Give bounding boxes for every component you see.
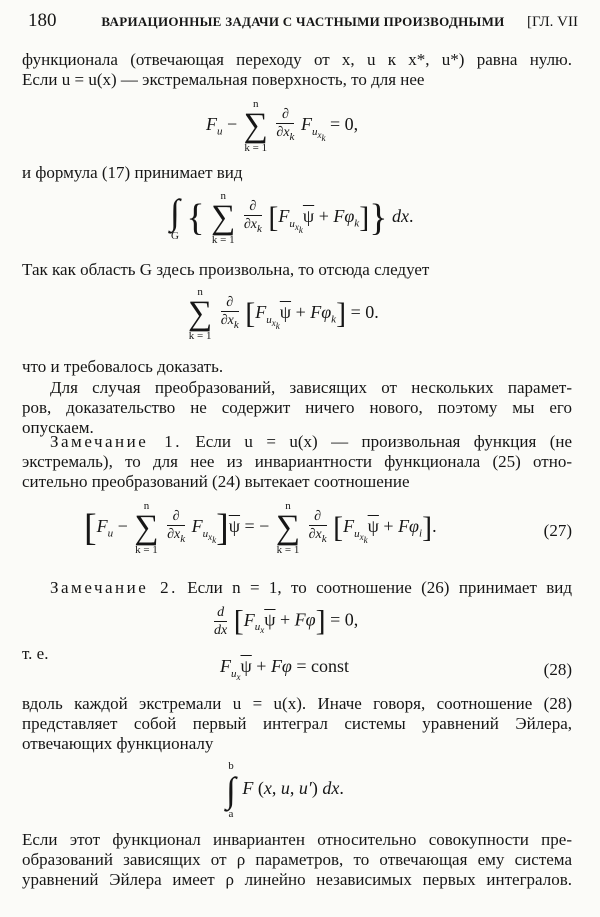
chapter-label: [ГЛ. VII	[526, 14, 578, 30]
equation-number-28: (28)	[543, 660, 572, 679]
page-number: 180	[28, 10, 57, 31]
remark-label: Замечание 1.	[50, 432, 182, 451]
text-line: т. е.	[22, 644, 49, 663]
remark-label: Замечание 2.	[50, 578, 178, 597]
equation-sum-zero: n ∑ k = 1 $\frac{\partial}{\partial x_k}$ $[F_{u_{x_k}}\overline{\psi} + F\varphi_k] = 0$.	[188, 286, 379, 342]
text-line: функционала (отвечающая переходу от x, u к x*, u*) равна нулю.	[22, 50, 572, 69]
text-line: вдоль каждой экстремали u = u(x). Иначе говоря, соотношение (28)	[22, 694, 572, 713]
text-line: экстремаль), то для нее из инвариантности функционала (25) отно-	[22, 452, 572, 471]
integral-symbol: ∫ G	[170, 192, 180, 242]
text-span: Если n = 1, то соотношение (26) принимает вид	[177, 578, 572, 597]
text-line: образований зависящих от ρ параметров, то отвечающая ему система	[22, 850, 572, 869]
text-line: и формула (17) принимает вид	[22, 163, 243, 182]
text-line: Если этот функционал инвариантен относительно совокупности пре-	[22, 830, 572, 849]
text-line: что и требовалось доказать.	[22, 357, 224, 376]
text-line: сительно преобразований (24) вытекает соотношение	[22, 472, 410, 491]
text-line: представляет собой первый интеграл системы уравнений Эйлера,	[22, 714, 572, 733]
integral-symbol: b ∫ a	[226, 760, 236, 820]
partial-fraction: $\frac{\partial}{\partial x_k}$	[276, 107, 295, 143]
text-line: опускаем.	[22, 418, 94, 437]
text-line: Для случая преобразований, зависящих от нескольких парамет-	[50, 378, 572, 397]
text-line: Так как область G здесь произвольна, то отсюда следует	[22, 260, 430, 279]
sum-symbol: n ∑ k = 1	[188, 286, 213, 342]
equation-n1: $\frac{d}{dx}$ $[F_{u_x}\overline{\psi} + F\varphi] = 0$,	[214, 604, 359, 638]
running-title: ВАРИАЦИОННЫЕ ЗАДАЧИ С ЧАСТНЫМИ ПРОИЗВОДНЫМИ	[101, 14, 505, 29]
equation-euler: $F_u - n$ ∑ k = 1 $\frac{\partial}{\partial x_k}$ $F_{u_{x_k}} = 0$,	[206, 98, 359, 154]
remark-2-line	[50, 578, 572, 598]
text-span: Если u = u(x) — произвольная функция (не	[181, 432, 573, 451]
equation-integral-ab: b ∫ a F (x, u, u′) dx.	[226, 760, 344, 820]
text-line: ров, доказательство не содержит ничего нового, поэтому мы его	[22, 398, 572, 417]
text-line: уравнений Эйлера имеет ρ линейно независимых первых интегралов.	[22, 870, 572, 889]
const-text: const	[311, 656, 350, 676]
sum-symbol: n ∑ k = 1	[211, 190, 236, 246]
text-line: отвечающих функционалу	[22, 734, 214, 753]
equation-integral-G: ∫ G { n ∑ k = 1 $\frac{\partial}{\partial x_k}$ $[F_{u_{x_k}}\overline{\psi} + F\varphi_k]$} dx.	[170, 190, 414, 246]
equation-27: [$F_u - n$ ∑ k = 1 $\frac{\partial}{\partial x_k}$ $F_{u_{x_k}}]\overline{\psi}$ = − n ∑ k = 1 $\frac{\partial}{\partial x_k}$ $[F_{u_{x_k}}\overline{\psi} + F\varphi_i]$.	[84, 500, 437, 556]
sum-symbol: n ∑ k = 1	[243, 98, 268, 154]
remark-1-line	[50, 432, 572, 452]
equation-number-27: (27)	[543, 521, 572, 540]
running-header	[28, 10, 578, 34]
text-line: Если u = u(x) — экстремальная поверхность, то для нее	[22, 70, 425, 89]
equation-28: $F_{u_x}\overline{\psi} + F\varphi$ = const	[220, 656, 350, 682]
